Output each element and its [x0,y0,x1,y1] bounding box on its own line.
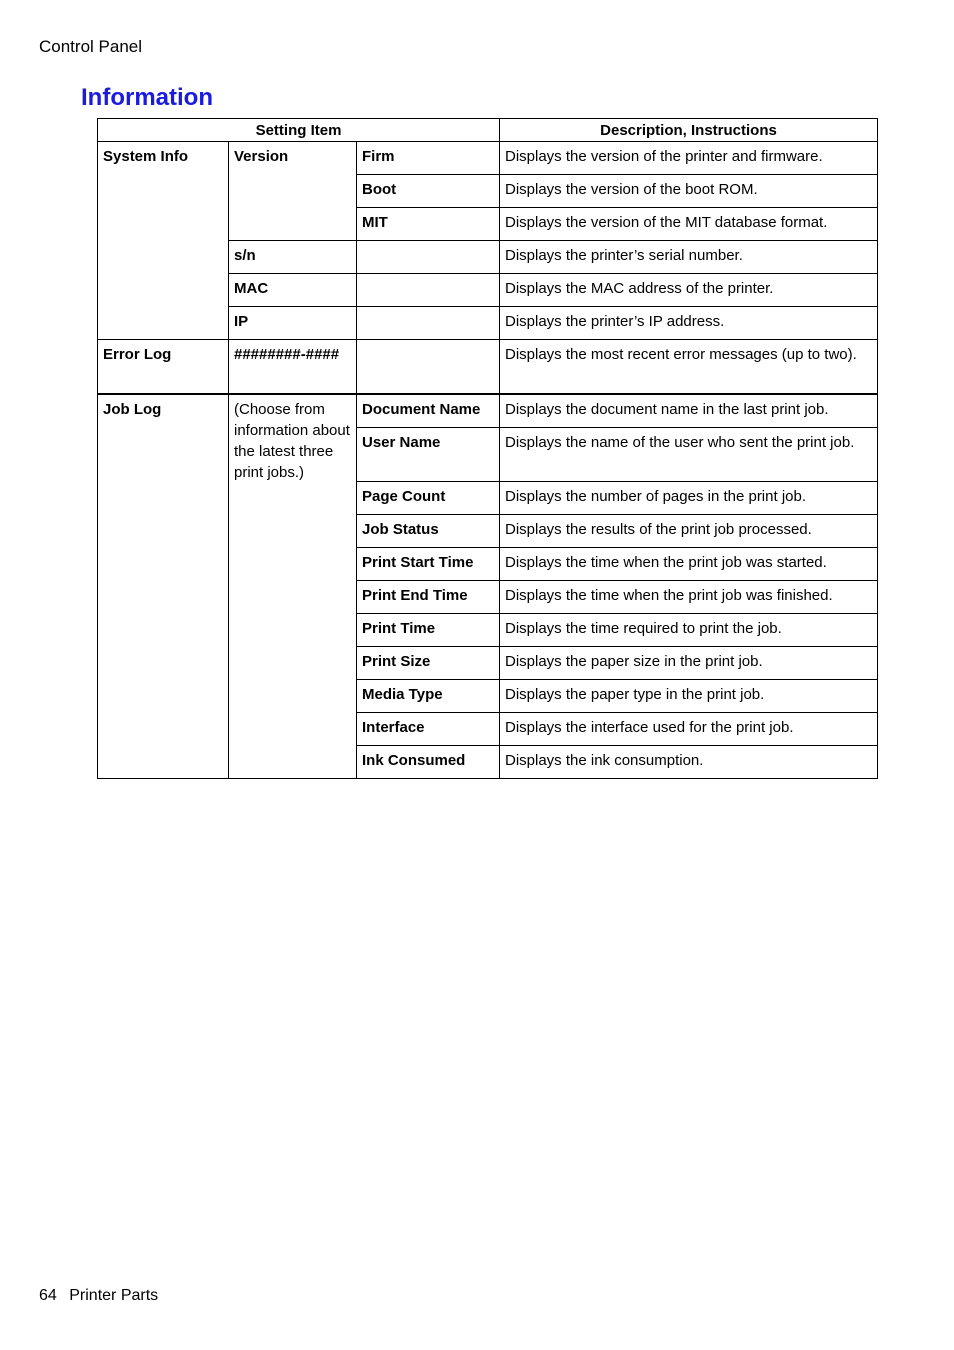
job-item: Ink Consumed [357,746,500,779]
desc-ip: Displays the printer’s IP address. [500,307,878,340]
job-desc: Displays the paper type in the print job. [500,680,878,713]
job-item: Page Count [357,482,500,515]
sub-item-boot: Boot [357,175,500,208]
item-version: Version [229,142,357,241]
information-table [97,118,878,779]
running-header: Control Panel [39,37,143,56]
job-desc: Displays the time when the print job was finished. [500,581,878,614]
job-desc: Displays the interface used for the print job. [500,713,878,746]
empty-cell [357,307,500,340]
sub-item-firm: Firm [357,142,500,175]
job-log-note: (Choose from information about the latest three print jobs.) [229,394,357,779]
desc-sn: Displays the printer’s serial number. [500,241,878,274]
item-mac: MAC [229,274,357,307]
job-desc: Displays the results of the print job processed. [500,515,878,548]
item-sn: s/n [229,241,357,274]
page-footer [39,1287,158,1305]
job-item: Print Time [357,614,500,647]
desc-error-log: Displays the most recent error messages (up to two). [500,340,878,395]
job-desc: Displays the name of the user who sent the print job. [500,428,878,482]
job-desc: Displays the paper size in the print job. [500,647,878,680]
job-item: Interface [357,713,500,746]
job-item: Print End Time [357,581,500,614]
table-header-row [98,119,878,142]
table-row [98,340,878,395]
job-desc: Displays the ink consumption. [500,746,878,779]
sub-item-mit: MIT [357,208,500,241]
header-setting-item: Setting Item [98,119,500,142]
desc-mac: Displays the MAC address of the printer. [500,274,878,307]
job-item: Document Name [357,394,500,428]
job-desc: Displays the time required to print the job. [500,614,878,647]
footer-chapter: Printer Parts [69,1287,159,1304]
empty-cell [357,340,500,395]
job-desc: Displays the number of pages in the print job. [500,482,878,515]
empty-cell [357,274,500,307]
job-item: Media Type [357,680,500,713]
item-ip: IP [229,307,357,340]
desc-boot: Displays the version of the boot ROM. [500,175,878,208]
job-item: Print Start Time [357,548,500,581]
job-item: Print Size [357,647,500,680]
page-title: Information [81,84,213,111]
job-desc: Displays the document name in the last print job. [500,394,878,428]
job-item: User Name [357,428,500,482]
group-error-log: Error Log [98,340,229,395]
empty-cell [357,241,500,274]
desc-mit: Displays the version of the MIT database format. [500,208,878,241]
header-description: Description, Instructions [500,119,878,142]
table-row [98,394,878,428]
group-job-log: Job Log [98,394,229,779]
page-number: 64 [39,1287,57,1304]
group-system-info: System Info [98,142,229,340]
job-item: Job Status [357,515,500,548]
desc-firm: Displays the version of the printer and firmware. [500,142,878,175]
error-code: ########-#### [229,340,357,395]
table-row [98,142,878,175]
job-desc: Displays the time when the print job was started. [500,548,878,581]
